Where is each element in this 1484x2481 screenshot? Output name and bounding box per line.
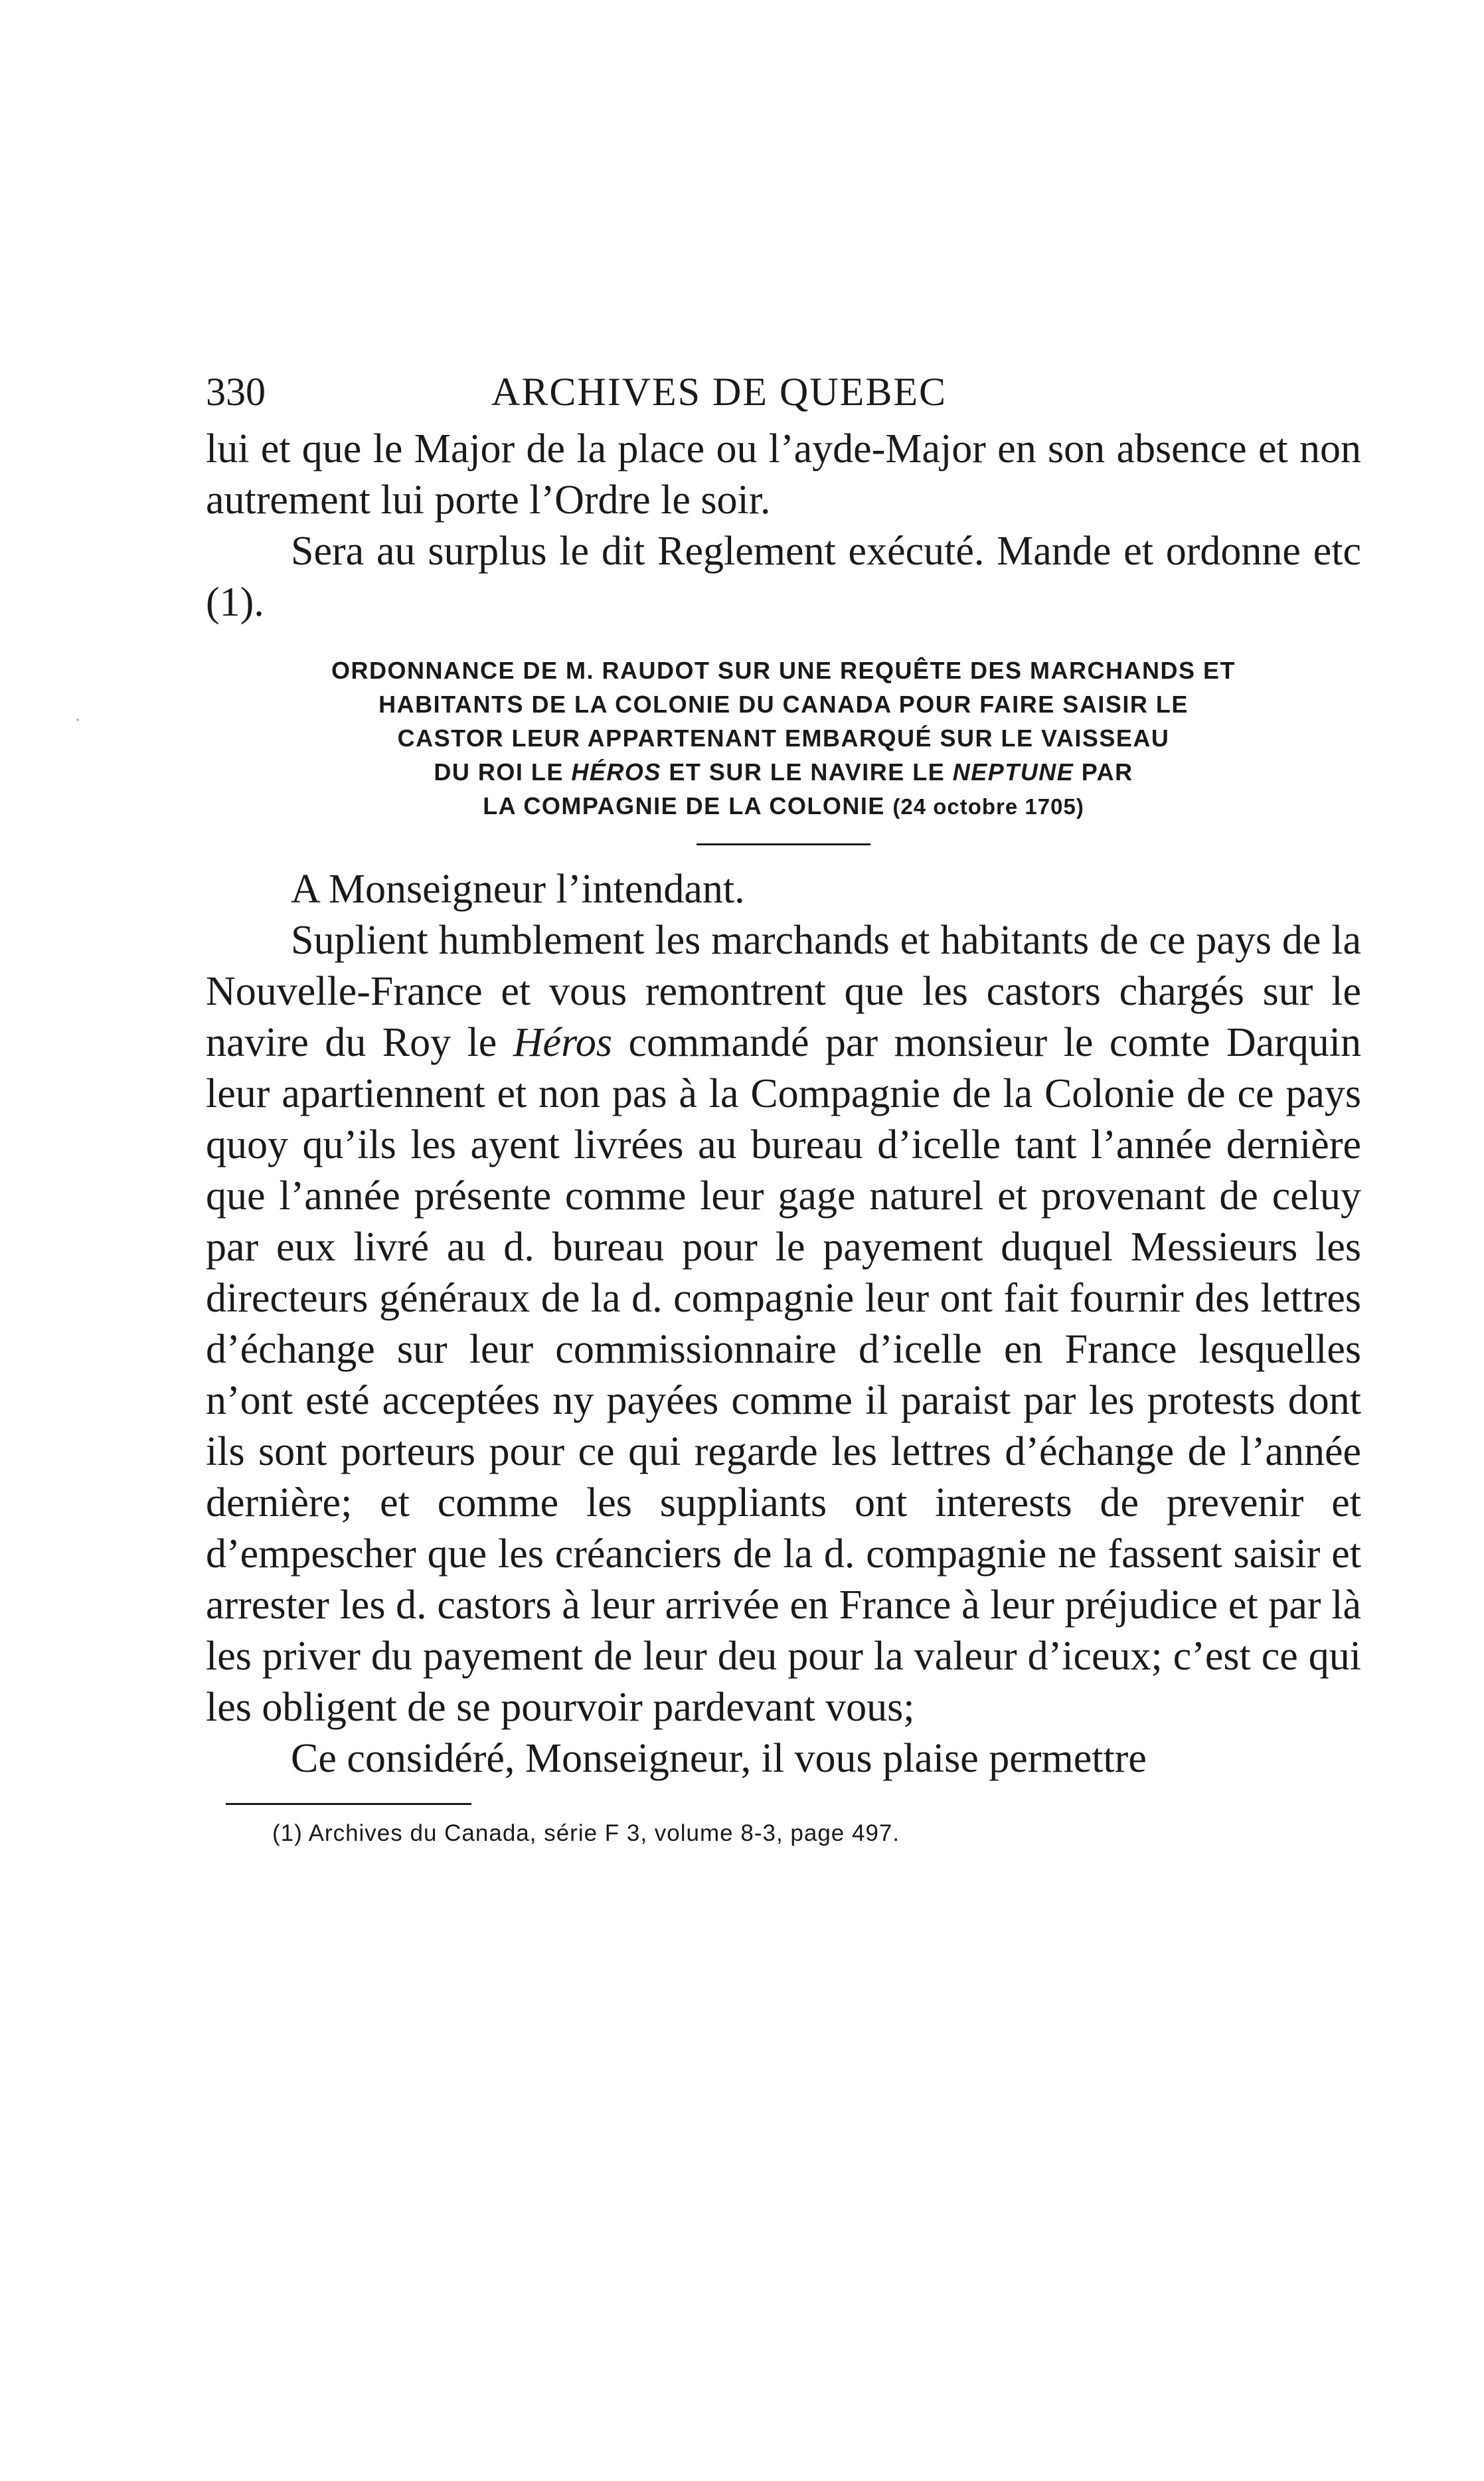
heading-line-4-middle: ET SUR LE NAVIRE LE xyxy=(661,758,953,786)
petition-text-start: Suplient humblement les marchands et habitants de ce pays de la Nouvelle-France et vous remontrent que les castors chargés sur le navire du Roy le xyxy=(206,918,1361,1065)
scan-speck xyxy=(76,719,79,721)
heading-line-1: ORDONNANCE DE M. RAUDOT SUR UNE REQUÊTE DES MARCHANDS ET xyxy=(331,657,1236,684)
ship-name-heros-body: Héros xyxy=(513,1020,613,1065)
heading-line-2: HABITANTS DE LA COLONIE DU CANADA POUR FAIRE SAISIR LE xyxy=(378,691,1189,718)
heading-line-5 xyxy=(206,789,1361,823)
heading-line-5-text: LA COMPAGNIE DE LA COLONIE xyxy=(483,792,893,819)
ship-name-neptune: NEPTUNE xyxy=(952,758,1074,786)
footnote: (1) Archives du Canada, série F 3, volume 8-3, page 497. xyxy=(272,1820,900,1846)
document-page xyxy=(206,362,1361,1849)
heading-date: (24 octobre 1705) xyxy=(892,794,1084,819)
running-header xyxy=(206,362,1361,422)
running-title: ARCHIVES DE QUEBEC xyxy=(491,370,948,414)
letter-address: A Monseigneur l’intendant. xyxy=(291,867,745,912)
section-heading xyxy=(206,653,1361,823)
heading-line-4 xyxy=(206,755,1361,789)
heading-line-4-start: DU ROI LE xyxy=(434,758,572,786)
footnote-divider xyxy=(226,1803,471,1805)
heading-line-4-end: PAR xyxy=(1074,758,1133,786)
ship-name-heros: HÉROS xyxy=(571,758,661,786)
section-divider xyxy=(697,843,870,845)
paragraph-closing: Sera au surplus le dit Reglement exécuté. Mande et ordonne etc (1). xyxy=(206,529,1361,625)
heading-line-3: CASTOR LEUR APPARTENANT EMBARQUÉ SUR LE VAISSEAU xyxy=(397,725,1170,752)
petition-paragraph xyxy=(206,915,1361,1733)
petition-conclusion: Ce considéré, Monseigneur, il vous plaise permettre xyxy=(291,1736,1147,1781)
page-number: 330 xyxy=(206,370,266,414)
petition-text-end: commandé par monsieur le comte Darquin leur apartiennent et non pas à la Compagnie de la Colonie de ce pays quoy qu’ils les ayent livrées au bureau d’icelle tant l’année dernière que l’année présente comme leur gage naturel et provenant de celuy par eux livré au d. bureau pour le payement duquel Messieurs les directeurs généraux de la d. compagnie leur ont fait fournir des lettres d’échange sur leur commissionnaire d’icelle en France lesquelles n’ont esté acceptées ny payées comme il paraist par les protests dont ils sont porteurs pour ce qui regarde les lettres d’échange de l’année dernière; et comme les suppliants ont interests de prevenir et d’empescher que les créanciers de la d. compagnie ne fassent saisir et arrester les d. castors à leur arrivée en France à leur préjudice et par là les priver du payement de leur deu pour la valeur d’iceux; c’est ce qui les obligent de se pourvoir pardevant vous; xyxy=(206,1020,1361,1730)
paragraph-continuation: lui et que le Major de la place ou l’ayde-Major en son absence et non autrement lui porte l’Ordre le soir. xyxy=(206,426,1361,523)
